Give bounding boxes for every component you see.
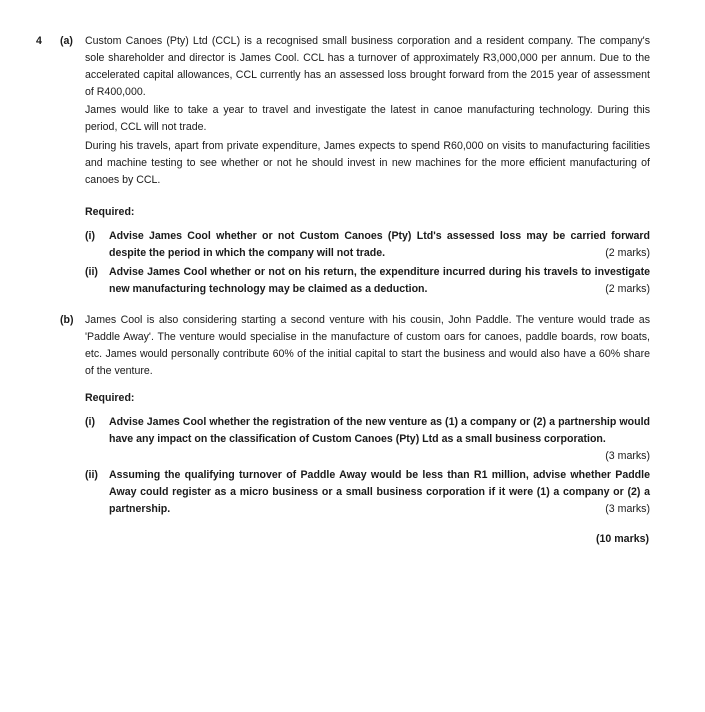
part-a-required-label: Required: [85,206,135,218]
part-b-item-ii [85,467,650,518]
part-a-paragraph-1: Custom Canoes (Pty) Ltd (CCL) is a recognised small business corporation and a resident company. The company's sole shareholder and director is James Cool. CCL has a turnover of approximately R3,000,000 per annum. Due to the accelerated capital allowances, CCL currently has an assessed loss brought forward from the 2015 year of assessment of R400,000. [85,35,650,98]
question-number: 4 [36,35,42,47]
part-b-label: (b) [60,314,74,326]
part-a-item-i [85,228,650,262]
item-text: Advise James Cool whether or not on his return, the expenditure incurred during his travels to investigate new manufacturing technology may be claimed as a deduction. [109,266,650,295]
item-text: Advise James Cool whether or not Custom Canoes (Pty) Ltd's assessed loss may be carried forward despite the period in which the company will not trade. [109,230,650,259]
part-a-paragraph-2: James would like to take a year to travel and investigate the latest in canoe manufacturing technology. During this period, CCL will not trade. [85,104,650,133]
item-marks: (3 marks) [605,450,650,462]
item-text: Advise James Cool whether the registration of the new venture as (1) a company or (2) a partnership would have any impact on the classification of Custom Canoes (Pty) Ltd as a small business corporation. [109,416,650,445]
part-b-required-label: Required: [85,392,135,404]
item-number: (i) [85,416,95,428]
part-a-paragraph-3: During his travels, apart from private expenditure, James expects to spend R60,000 on visits to manufacturing facilities and machine testing to see whether or not he should invest in new machines for the more efficient manufacturing of canoes by CCL. [85,140,650,186]
item-marks: (3 marks) [605,503,650,515]
part-b-item-i [85,414,650,465]
part-a-label: (a) [60,35,73,47]
item-marks: (2 marks) [605,247,650,259]
item-number: (ii) [85,266,98,278]
item-marks: (2 marks) [605,283,650,295]
item-number: (i) [85,230,95,242]
part-a-item-ii [85,264,650,298]
part-b-paragraph-1: James Cool is also considering starting a second venture with his cousin, John Paddle. The venture would trade as 'Paddle Away'. The venture would specialise in the manufacture of custom oars for canoes, paddle boards, row boats, etc. James would personally contribute 60% of the initial capital to start the business and would also have a 60% share of the venture. [85,314,650,377]
item-text: Assuming the qualifying turnover of Paddle Away would be less than R1 million, advise whether Paddle Away could register as a micro business or a small business corporation if it were (1) a company or (2) a partnership. [109,469,650,515]
total-marks: (10 marks) [596,533,649,545]
item-number: (ii) [85,469,98,481]
